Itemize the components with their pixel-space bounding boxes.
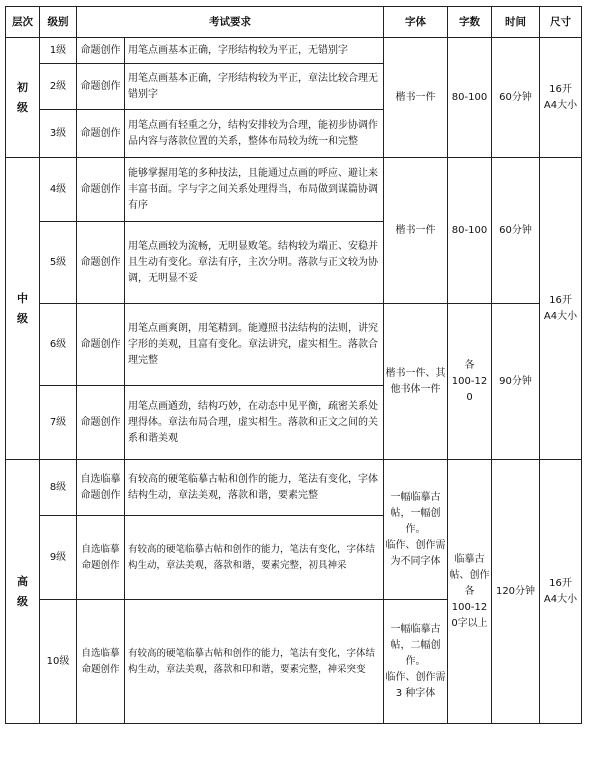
type-cell: 命题创作 xyxy=(77,222,125,304)
header-size: 尺寸 xyxy=(540,7,582,38)
requirement-cell: 能够掌握用笔的多种技法，且能通过点画的呼应、避让来丰富书面。字与字之间关系处理得当，布局做到谋篇协调有序 xyxy=(125,158,384,222)
header-requirements: 考试要求 xyxy=(77,7,384,38)
level-advanced: 高 级 xyxy=(6,460,40,724)
requirement-cell: 有较高的硬笔临摹古帖和创作的能力，笔法有变化，字体结构生动，章法美观，落款和谐，要素完整，初具神采 xyxy=(125,516,384,600)
header-level: 层次 xyxy=(6,7,40,38)
grade-cell: 10级 xyxy=(40,600,77,724)
grade-cell: 7级 xyxy=(40,386,77,460)
requirement-cell: 用笔点画遒劲，结构巧妙，在动态中见平衡，疏密关系处理得体。章法布局合理，虚实相生。落款和正文之间的关系和谐美观 xyxy=(125,386,384,460)
table-row xyxy=(6,460,582,516)
font-cell: 一幅临摹古 帖，二幅创 作。 临作、创作需 3 种字体 xyxy=(384,600,448,724)
size-cell: 16开 A4大小 xyxy=(540,158,582,460)
header-time: 时间 xyxy=(492,7,540,38)
table-row xyxy=(6,38,582,64)
type-cell: 自选临摹 命题创作 xyxy=(77,516,125,600)
requirement-cell: 用笔点画较为流畅，无明显败笔。结构较为端正、安稳并且生动有变化。章法有序，主次分明。落款与正文较为协调，无明显不妥 xyxy=(125,222,384,304)
count-cell: 80-100 xyxy=(448,38,492,158)
size-cell: 16开 A4大小 xyxy=(540,38,582,158)
font-cell: 楷书一件 xyxy=(384,158,448,304)
type-cell: 命题创作 xyxy=(77,64,125,110)
time-cell: 90分钟 xyxy=(492,304,540,460)
font-cell: 楷书一件、其 他书体一件 xyxy=(384,304,448,460)
header-font: 字体 xyxy=(384,7,448,38)
exam-requirements-table xyxy=(5,6,582,724)
type-cell: 自选临摹 命题创作 xyxy=(77,460,125,516)
grade-cell: 5级 xyxy=(40,222,77,304)
time-cell: 60分钟 xyxy=(492,38,540,158)
type-cell: 命题创作 xyxy=(77,304,125,386)
font-cell: 一幅临摹古 帖，一幅创 作。 临作、创作需 为不同字体 xyxy=(384,460,448,600)
size-cell: 16开 A4大小 xyxy=(540,460,582,724)
count-cell: 各 100-12 0 xyxy=(448,304,492,460)
type-cell: 命题创作 xyxy=(77,110,125,158)
level-primary: 初 级 xyxy=(6,38,40,158)
time-cell: 60分钟 xyxy=(492,158,540,304)
type-cell: 命题创作 xyxy=(77,38,125,64)
count-cell: 临摹古 帖、创作 各 100-12 0字以上 xyxy=(448,460,492,724)
table-row xyxy=(6,304,582,386)
grade-cell: 3级 xyxy=(40,110,77,158)
requirement-cell: 用笔点画爽朗，用笔精到。能遵照书法结构的法则，讲究字形的美观，且富有变化。章法讲究，虚实相生。落款合理完整 xyxy=(125,304,384,386)
requirement-cell: 用笔点画基本正确，字形结构较为平正，无错别字 xyxy=(125,38,384,64)
header-count: 字数 xyxy=(448,7,492,38)
type-cell: 自选临摹 命题创作 xyxy=(77,600,125,724)
header-grade: 级别 xyxy=(40,7,77,38)
requirement-cell: 有较高的硬笔临摹古帖和创作的能力，笔法有变化，字体结构生动，章法美观，落款和谐，要素完整 xyxy=(125,460,384,516)
type-cell: 命题创作 xyxy=(77,386,125,460)
header-row xyxy=(6,7,582,38)
requirement-cell: 用笔点画有轻重之分，结构安排较为合理，能初步协调作品内容与落款位置的关系，整体布局较为统一和完整 xyxy=(125,110,384,158)
grade-cell: 4级 xyxy=(40,158,77,222)
type-cell: 命题创作 xyxy=(77,158,125,222)
table-row xyxy=(6,158,582,222)
grade-cell: 6级 xyxy=(40,304,77,386)
grade-cell: 2级 xyxy=(40,64,77,110)
grade-cell: 8级 xyxy=(40,460,77,516)
count-cell: 80-100 xyxy=(448,158,492,304)
font-cell: 楷书一件 xyxy=(384,38,448,158)
time-cell: 120分钟 xyxy=(492,460,540,724)
requirement-cell: 用笔点画基本正确，字形结构较为平正，章法比较合理无错别字 xyxy=(125,64,384,110)
grade-cell: 1级 xyxy=(40,38,77,64)
grade-cell: 9级 xyxy=(40,516,77,600)
requirement-cell: 有较高的硬笔临摹古帖和创作的能力，笔法有变化，字体结构生动，章法美观，落款和印和谐，要素完整，神采突变 xyxy=(125,600,384,724)
level-intermediate: 中 级 xyxy=(6,158,40,460)
